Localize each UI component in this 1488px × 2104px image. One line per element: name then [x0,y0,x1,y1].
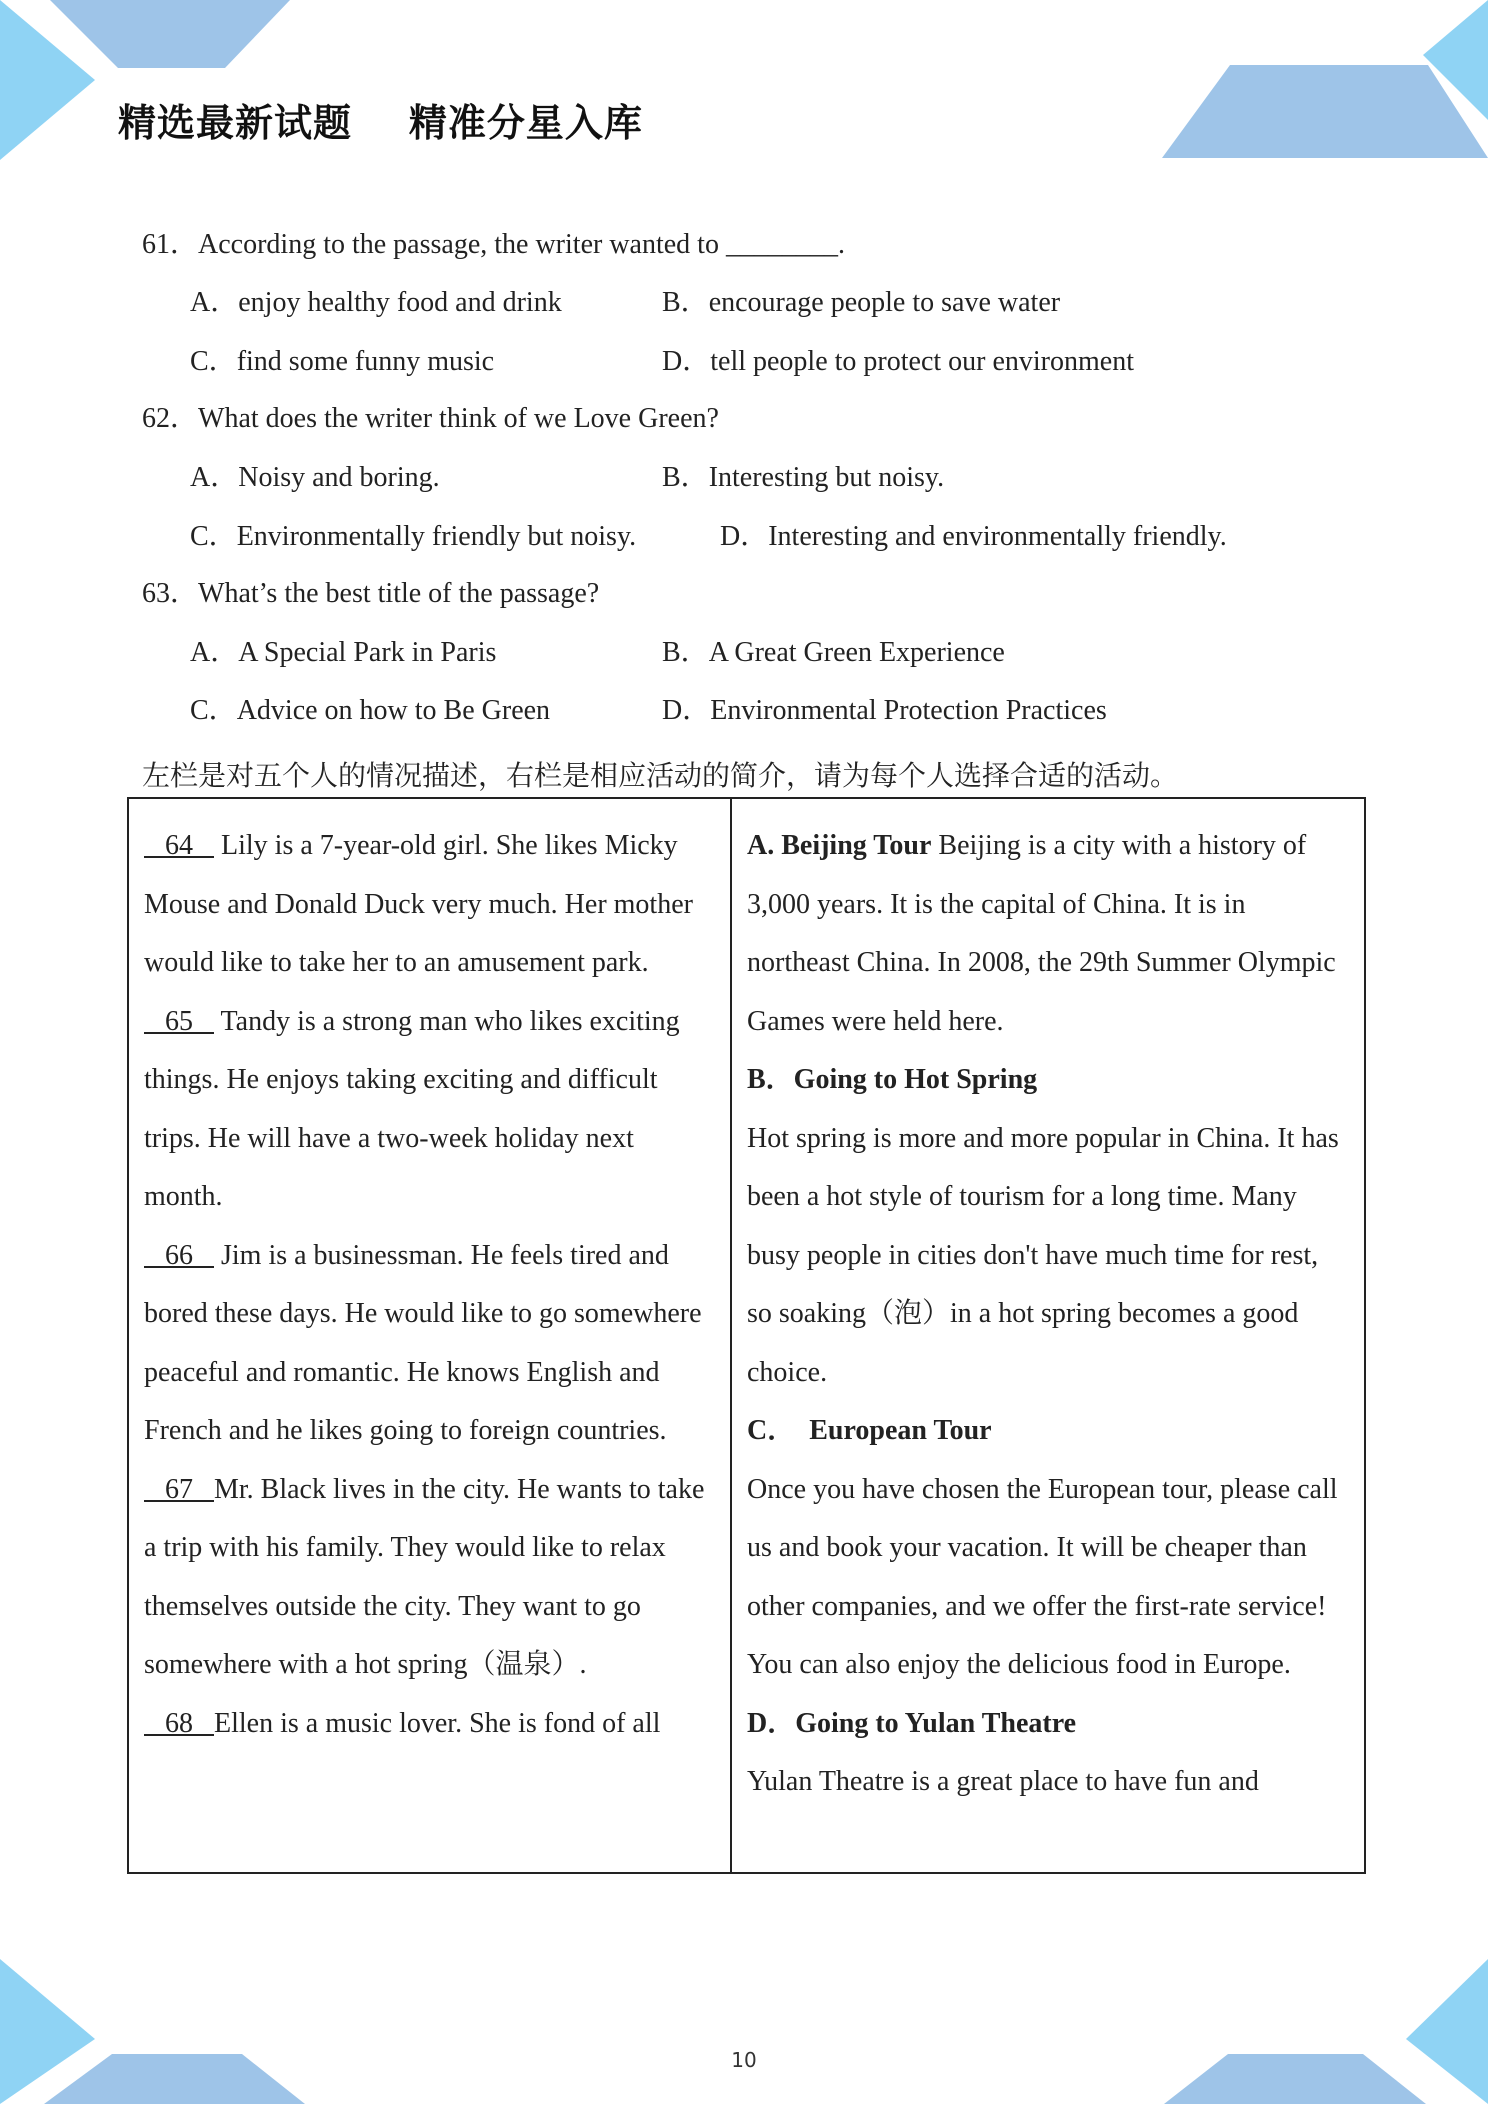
answer-blank: 68 [144,1707,214,1739]
option-63-c: C．Advice on how to Be Green [190,695,551,726]
person-description: Lily is a 7-year-old girl. She likes Micky Mouse and Donald Duck very much. Her mother would like to take her to an amusement park. [144,830,693,978]
option-63-d: D．Environmental Protection Practices [662,695,1107,726]
answer-blank: 65 [144,1005,214,1037]
activity-description: Yulan Theatre is a great place to have fun and [747,1766,1259,1797]
answer-blank: 66 [144,1239,214,1271]
question-number: 63． [142,578,199,609]
activities-column [731,798,1365,1873]
activity-a [747,817,1350,1051]
top-left-trapezoid [50,0,290,68]
activity-label: A. Beijing Tour [747,830,932,861]
matching-instruction: 左栏是对五个人的情况描述，右栏是相应活动的简介，请为每个人选择合适的活动。 [142,761,1179,792]
question-62 [142,405,719,433]
option-61-c: C．find some funny music [190,346,495,377]
person-entry-66 [144,1227,716,1461]
activity-description: Once you have chosen the European tour, please call us and book your vacation. It will be cheaper than other companies, and we offer the first-rate service! You can also enjoy the delicious food in Europe. [747,1473,1338,1680]
option-61-b: B．encourage people to save water [662,287,1061,318]
activity-label: C． European Tour [747,1415,992,1446]
top-right-trapezoid [1162,65,1488,158]
person-description: Tandy is a strong man who likes exciting things. He enjoys taking exciting and difficult trips. He will have a two-week holiday next month. [144,1005,680,1212]
answer-blank: 64 [144,830,214,861]
person-description: Ellen is a music lover. She is fond of all [214,1707,661,1739]
person-description: Mr. Black lives in the city. He wants to take a trip with his family. They would like to relax themselves outside the city. They want to go somewhere with a hot spring（温泉）. [144,1473,705,1680]
question-text: What’s the best title of the passage? [198,578,600,609]
option-62-a: A．Noisy and boring. [190,462,440,493]
bottom-left-decoration [0,1924,310,2104]
activity-b [747,1051,1350,1402]
option-62-c: C．Environmentally friendly but noisy. [190,521,637,552]
activity-label: D．Going to Yulan Theatre [747,1707,1077,1739]
bottom-right-decoration [1158,1924,1488,2104]
question-text: According to the passage, the writer wanted to ________. [198,229,845,260]
header-title: 精选最新试题 精准分星入库 [118,101,643,145]
option-63-a: A．A Special Park in Paris [190,637,497,668]
option-63-b: B．A Great Green Experience [662,637,1005,668]
person-description: Jim is a businessman. He feels tired and bored these days. He would like to go somewhere peaceful and romantic. He knows English and French and he likes going to foreign countries. [144,1239,702,1446]
activity-description: Beijing is a city with a history of 3,000 years. It is the capital of China. It is in northeast China. In 2008, the 29th Summer Olympic Games were held here. [747,830,1336,1037]
page-number: 10 [731,2048,757,2072]
top-right-decoration [1158,0,1488,170]
person-entry-67 [144,1461,716,1695]
person-entry-65 [144,993,716,1227]
option-61-d: D．tell people to protect our environment [662,346,1134,377]
activity-c [747,1402,1350,1695]
people-column [128,798,731,1873]
question-text: What does the writer think of we Love Green? [198,403,719,434]
question-number: 61． [142,229,199,260]
activity-label: B．Going to Hot Spring [747,1064,1038,1095]
question-number: 62． [142,403,199,434]
option-62-b: B．Interesting but noisy. [662,462,945,493]
question-63 [142,580,599,608]
option-62-d: D．Interesting and environmentally friendly. [720,521,1227,552]
bottom-right-triangle [1406,1959,1488,2104]
answer-blank: 67 [144,1473,214,1505]
question-61 [142,231,845,259]
person-entry-64 [144,817,716,993]
person-entry-68 [144,1695,716,1754]
option-61-a: A．enjoy healthy food and drink [190,287,562,318]
activity-d [747,1695,1350,1812]
matching-table [127,797,1366,1874]
activity-description: Hot spring is more and more popular in China. It has been a hot style of tourism for a long time. Many busy people in cities don't have much time for rest, so soaking（泡）in a hot spring becomes a good choice. [747,1122,1339,1388]
